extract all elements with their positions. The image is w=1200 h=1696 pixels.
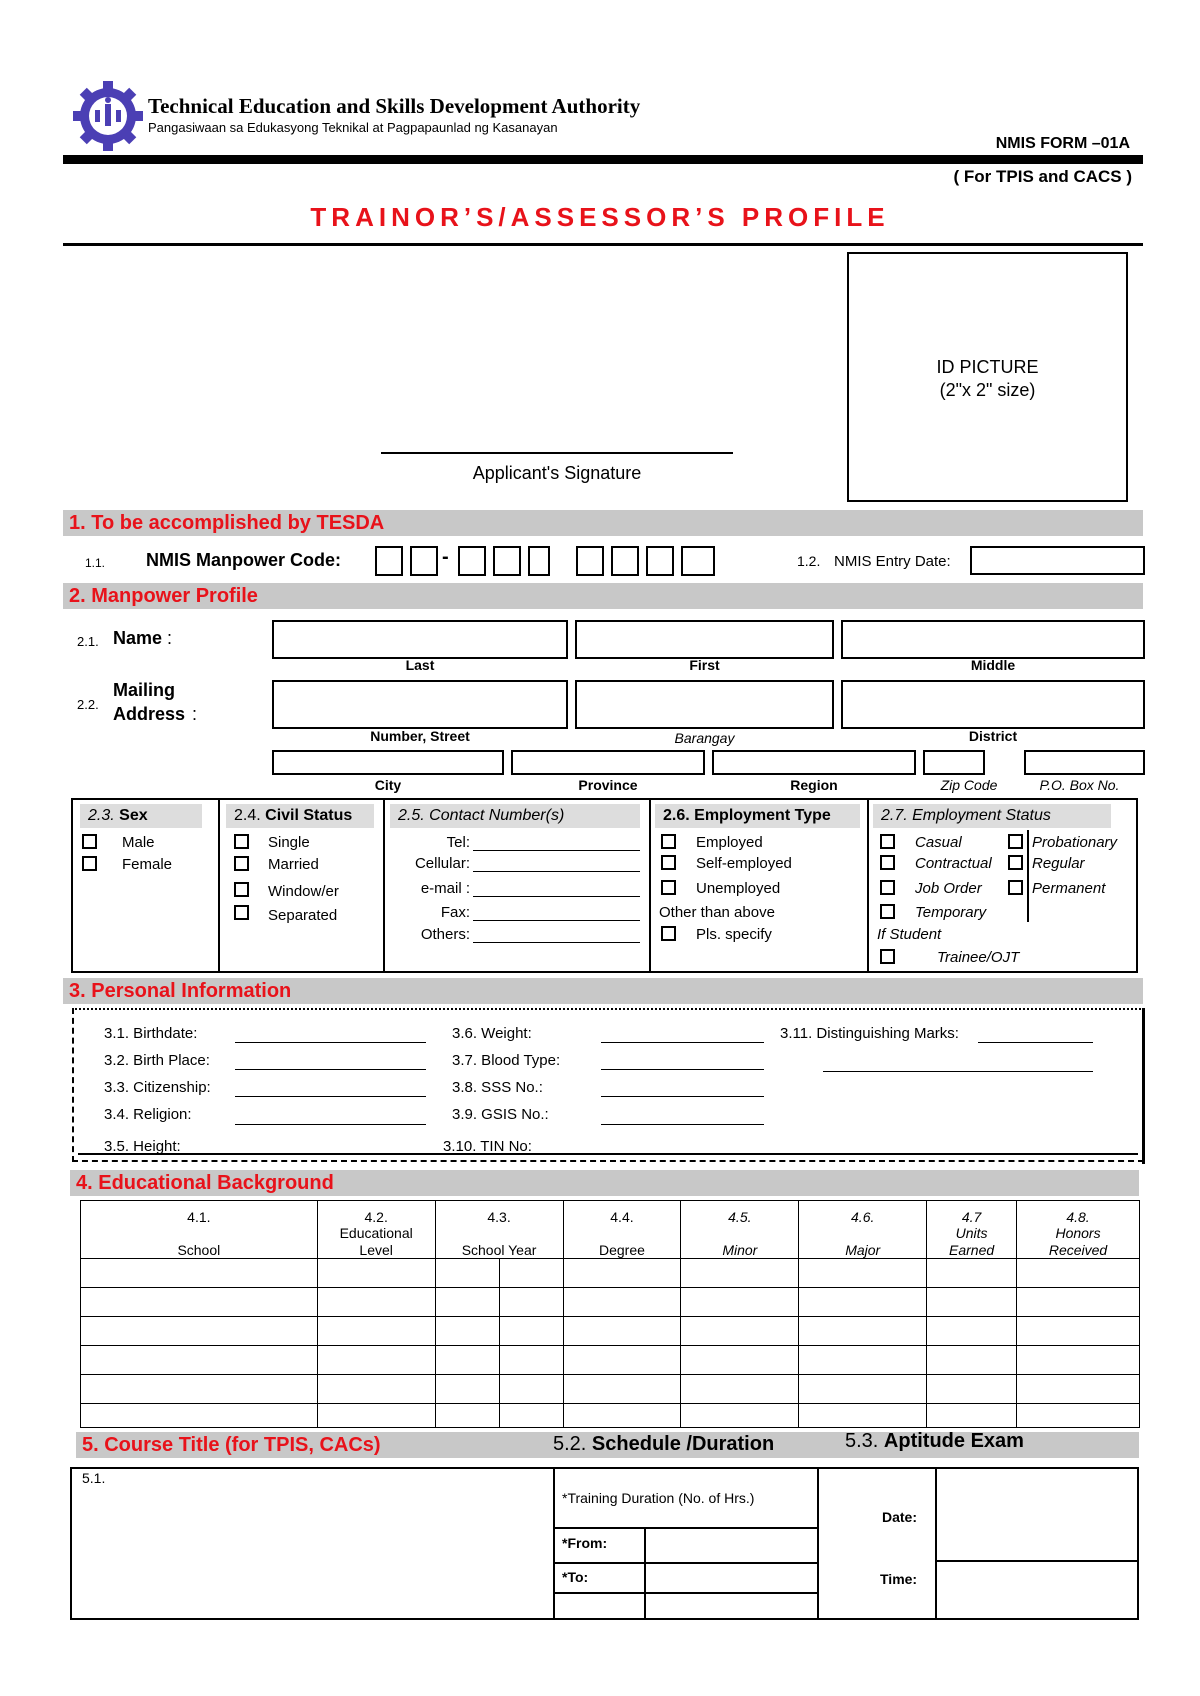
education-row[interactable] <box>81 1404 1140 1428</box>
sex-header <box>80 804 202 828</box>
entry-date-label: NMIS Entry Date: <box>834 553 951 570</box>
contact-tel-field[interactable] <box>473 850 640 851</box>
employment-type-num: 2.6. <box>663 807 690 824</box>
col-num: 4.8. <box>1066 1209 1090 1225</box>
regular-checkbox[interactable] <box>1008 855 1023 870</box>
distinguishing-marks-label: 3.11. Distinguishing Marks: <box>780 1025 959 1042</box>
specify-label: Pls. specify <box>696 926 772 943</box>
caption-street: Number, Street <box>370 728 470 744</box>
caption-barangay: Barangay <box>674 730 735 746</box>
education-table <box>80 1200 1140 1428</box>
trainee-checkbox[interactable] <box>880 949 895 964</box>
probationary-label: Probationary <box>1032 834 1118 851</box>
po-box-field[interactable] <box>1024 750 1145 775</box>
civil-single-checkbox[interactable] <box>234 834 249 849</box>
signature-line[interactable] <box>381 452 733 454</box>
contact-fax-field[interactable] <box>473 920 640 921</box>
name-label: Name <box>113 628 163 648</box>
education-row[interactable] <box>81 1375 1140 1404</box>
code-digit-box[interactable] <box>611 546 639 576</box>
caption-last: Last <box>405 657 435 673</box>
personal-info-box <box>72 1008 1144 1162</box>
employed-label: Employed <box>696 834 763 851</box>
contact-email-field[interactable] <box>473 896 640 897</box>
sex-female-label: Female <box>122 856 173 873</box>
gsis-label: 3.9. GSIS No.: <box>452 1106 549 1123</box>
trainee-label: Trainee/OJT <box>937 949 1020 966</box>
col-year-header <box>435 1201 563 1259</box>
caption-region: Region <box>790 777 838 793</box>
province-field[interactable] <box>511 750 705 775</box>
aptitude-num: 5.3. <box>845 1430 879 1452</box>
personal-info-bottom <box>78 1153 1138 1155</box>
schedule-rule <box>553 1592 817 1594</box>
section-1-header: 1. To be accomplished by TESDA <box>63 510 1143 536</box>
regular-label: Regular <box>1032 855 1085 872</box>
probationary-checkbox[interactable] <box>1008 834 1023 849</box>
duration-label: *Training Duration (No. of Hrs.) <box>562 1490 755 1506</box>
civil-separated-checkbox[interactable] <box>234 905 249 920</box>
blood-type-field[interactable] <box>601 1069 764 1070</box>
contact-fax-label: Fax: <box>440 904 470 921</box>
self-employed-label: Self-employed <box>696 855 792 872</box>
date-label: Date: <box>882 1509 918 1525</box>
form-scope: ( For TPIS and CACS ) <box>953 167 1132 186</box>
specify-checkbox[interactable] <box>661 926 676 941</box>
citizenship-label: 3.3. Citizenship: <box>104 1079 211 1096</box>
schedule-header <box>553 1433 774 1456</box>
education-row[interactable] <box>81 1346 1140 1375</box>
col-major-header <box>799 1201 927 1259</box>
temporary-checkbox[interactable] <box>880 904 895 919</box>
page-title: TRAINOR’S/ASSESSOR’S PROFILE <box>310 202 890 232</box>
contact-cellular-label: Cellular: <box>414 855 470 872</box>
civil-separated-label: Separated <box>268 907 338 924</box>
civil-single-label: Single <box>268 834 310 851</box>
signature-label: Applicant's Signature <box>472 463 642 483</box>
district-field[interactable] <box>841 680 1145 729</box>
birthdate-field[interactable] <box>235 1042 426 1043</box>
entry-date-num: 1.2. <box>797 553 821 569</box>
casual-label: Casual <box>915 834 962 851</box>
col-line2 <box>564 1225 681 1242</box>
col-honors-header <box>1017 1201 1140 1259</box>
from-label: *From: <box>562 1535 608 1551</box>
schedule-divider <box>817 1467 819 1620</box>
to-field[interactable] <box>646 1564 816 1591</box>
caption-district: District <box>968 728 1018 744</box>
caption-city: City <box>374 777 402 793</box>
time-label: Time: <box>880 1571 918 1587</box>
employment-status-header: 2.7. Employment Status <box>873 804 1111 828</box>
code-digit-box[interactable] <box>646 546 674 576</box>
religion-field[interactable] <box>235 1124 426 1125</box>
sex-title: Sex <box>119 807 148 824</box>
aptitude-header <box>845 1430 1024 1453</box>
exam-date-field[interactable] <box>937 1469 1137 1559</box>
caption-middle: Middle <box>970 657 1016 673</box>
code-dash: - <box>442 546 449 568</box>
city-field[interactable] <box>272 750 504 775</box>
civil-married-label: Married <box>268 856 319 873</box>
col-line2 <box>81 1225 317 1242</box>
sss-field[interactable] <box>601 1096 764 1097</box>
col-num: 4.4. <box>610 1209 634 1225</box>
col-label: Level <box>359 1242 393 1258</box>
education-header-row <box>81 1201 1140 1259</box>
civil-widow-checkbox[interactable] <box>234 882 249 897</box>
from-field[interactable] <box>646 1529 816 1561</box>
code-digit-box[interactable] <box>681 546 715 576</box>
personal-info-right-edge <box>1142 1008 1145 1164</box>
entry-date-field[interactable] <box>970 546 1145 575</box>
zip-code-field[interactable] <box>923 750 985 775</box>
tin-label: 3.10. TIN No: <box>443 1138 532 1155</box>
header-rule <box>63 155 1143 164</box>
sex-male-label: Male <box>122 834 155 851</box>
address-num: 2.2. <box>77 697 99 712</box>
section-3-header: 3. Personal Information <box>63 978 1143 1004</box>
address-colon: : <box>192 704 198 724</box>
manpower-code-num: 1.1. <box>85 556 106 570</box>
manpower-code-label: NMIS Manpower Code: <box>146 550 342 570</box>
address-label-line1: Mailing <box>113 680 175 700</box>
aptitude-label: Aptitude Exam <box>883 1430 1024 1452</box>
grid-divider <box>649 798 651 973</box>
street-field[interactable] <box>272 680 568 729</box>
col-label: Earned <box>949 1242 995 1258</box>
col-degree-header <box>563 1201 681 1259</box>
name-num: 2.1. <box>77 634 99 649</box>
caption-po-box: P.O. Box No. <box>1039 777 1120 793</box>
unemployed-label: Unemployed <box>696 880 781 897</box>
job-order-checkbox[interactable] <box>880 880 895 895</box>
sex-male-checkbox[interactable] <box>82 834 97 849</box>
col-line2 <box>681 1225 798 1242</box>
col-line2: Units <box>955 1225 988 1241</box>
contractual-checkbox[interactable] <box>880 855 895 870</box>
contact-others-field[interactable] <box>473 942 640 943</box>
unemployed-checkbox[interactable] <box>661 880 676 895</box>
other-than-above-label: Other than above <box>659 904 775 921</box>
col-num: 4.1. <box>187 1209 211 1225</box>
col-num: 4.6. <box>851 1209 875 1225</box>
id-picture-label: ID PICTURE <box>936 357 1039 377</box>
weight-label: 3.6. Weight: <box>452 1025 532 1042</box>
distinguishing-marks-field[interactable] <box>978 1042 1093 1043</box>
col-label: Minor <box>722 1242 758 1258</box>
col-label: Degree <box>598 1242 645 1258</box>
self-employed-checkbox[interactable] <box>661 855 676 870</box>
course-num: 5.1. <box>82 1470 106 1486</box>
tesda-logo <box>72 80 144 152</box>
col-label: Received <box>1048 1242 1108 1258</box>
code-digit-box[interactable] <box>458 546 486 576</box>
title-rule <box>63 243 1143 246</box>
schedule-label: Schedule /Duration <box>591 1433 775 1455</box>
last-name-field[interactable] <box>272 620 568 659</box>
col-label: School Year <box>461 1242 537 1258</box>
id-picture-box[interactable] <box>847 252 1128 502</box>
contact-email-label: e-mail : <box>420 880 470 897</box>
name-colon: : <box>167 628 173 648</box>
weight-field[interactable] <box>601 1042 764 1043</box>
course-title-field[interactable] <box>72 1490 552 1618</box>
civil-status-header <box>226 804 374 828</box>
employment-type-header <box>655 804 860 828</box>
temporary-label: Temporary <box>915 904 987 921</box>
schedule-num: 5.2. <box>553 1433 587 1455</box>
course-title-header: 5. Course Title (for TPIS, CACs) <box>82 1434 381 1456</box>
gsis-field[interactable] <box>601 1124 764 1125</box>
col-num: 4.7 <box>961 1209 982 1225</box>
education-row[interactable] <box>81 1288 1140 1317</box>
contact-others-label: Others: <box>420 926 470 943</box>
casual-checkbox[interactable] <box>880 834 895 849</box>
col-num: 4.3. <box>487 1209 511 1225</box>
contact-tel-label: Tel: <box>446 834 470 851</box>
status-divider <box>1027 830 1029 922</box>
code-digit-box[interactable] <box>528 546 550 576</box>
caption-zip: Zip Code <box>940 777 998 793</box>
birthplace-field[interactable] <box>235 1069 426 1070</box>
address-label-line2: Address <box>113 704 186 724</box>
height-label: 3.5. Height: <box>104 1138 181 1155</box>
civil-married-checkbox[interactable] <box>234 856 249 871</box>
distinguishing-marks-field-2[interactable] <box>823 1071 1093 1072</box>
barangay-field[interactable] <box>575 680 834 729</box>
religion-label: 3.4. Religion: <box>104 1106 192 1123</box>
col-label: School <box>177 1242 221 1258</box>
citizenship-field[interactable] <box>235 1096 426 1097</box>
contact-header: 2.5. Contact Number(s) <box>390 804 640 828</box>
col-units-header <box>927 1201 1017 1259</box>
permanent-label: Permanent <box>1032 880 1106 897</box>
code-digit-box[interactable] <box>375 546 403 576</box>
org-name: Technical Education and Skills Development Authority <box>148 94 641 118</box>
form-code: NMIS FORM –01A <box>995 135 1130 152</box>
region-field[interactable] <box>712 750 916 775</box>
contractual-label: Contractual <box>915 855 992 872</box>
civil-num: 2.4. <box>234 807 261 824</box>
birthplace-label: 3.2. Birth Place: <box>104 1052 210 1069</box>
sex-female-checkbox[interactable] <box>82 856 97 871</box>
col-school-header <box>81 1201 318 1259</box>
col-level-header <box>317 1201 435 1259</box>
code-digit-box[interactable] <box>493 546 521 576</box>
col-line2: Educational <box>339 1225 413 1241</box>
middle-name-field[interactable] <box>841 620 1145 659</box>
col-line2 <box>436 1225 563 1242</box>
caption-first: First <box>689 657 720 673</box>
section-4-header: 4. Educational Background <box>70 1170 1139 1196</box>
permanent-checkbox[interactable] <box>1008 880 1023 895</box>
birthdate-label: 3.1. Birthdate: <box>104 1025 198 1042</box>
first-name-field[interactable] <box>575 620 834 659</box>
code-digit-box[interactable] <box>410 546 438 576</box>
sex-num: 2.3. <box>88 807 115 824</box>
to-label: *To: <box>562 1569 589 1585</box>
code-digit-box[interactable] <box>576 546 604 576</box>
employment-type-title: Employment Type <box>694 807 831 824</box>
col-num: 4.5. <box>728 1209 752 1225</box>
caption-province: Province <box>578 777 638 793</box>
col-minor-header <box>681 1201 799 1259</box>
org-tagline: Pangasiwaan sa Edukasyong Teknikal at Pagpapaunlad ng Kasanayan <box>148 120 558 135</box>
employed-checkbox[interactable] <box>661 834 676 849</box>
civil-widow-label: Window/er <box>268 883 339 900</box>
education-row[interactable] <box>81 1317 1140 1346</box>
grid-divider <box>867 798 869 973</box>
sss-label: 3.8. SSS No.: <box>452 1079 543 1096</box>
civil-title: Civil Status <box>265 807 353 824</box>
grid-divider <box>218 798 220 973</box>
job-order-label: Job Order <box>915 880 982 897</box>
col-label: Major <box>845 1242 881 1258</box>
course-divider <box>553 1467 555 1620</box>
col-line2 <box>799 1225 926 1242</box>
col-num: 4.2. <box>364 1209 388 1225</box>
section-2-header: 2. Manpower Profile <box>63 583 1143 609</box>
blood-type-label: 3.7. Blood Type: <box>452 1052 561 1069</box>
contact-cellular-field[interactable] <box>473 871 640 872</box>
id-picture-size: (2"x 2" size) <box>939 380 1036 400</box>
if-student-label: If Student <box>877 926 942 943</box>
education-row[interactable] <box>81 1259 1140 1288</box>
col-line2: Honors <box>1055 1225 1101 1241</box>
exam-time-field[interactable] <box>937 1562 1137 1618</box>
